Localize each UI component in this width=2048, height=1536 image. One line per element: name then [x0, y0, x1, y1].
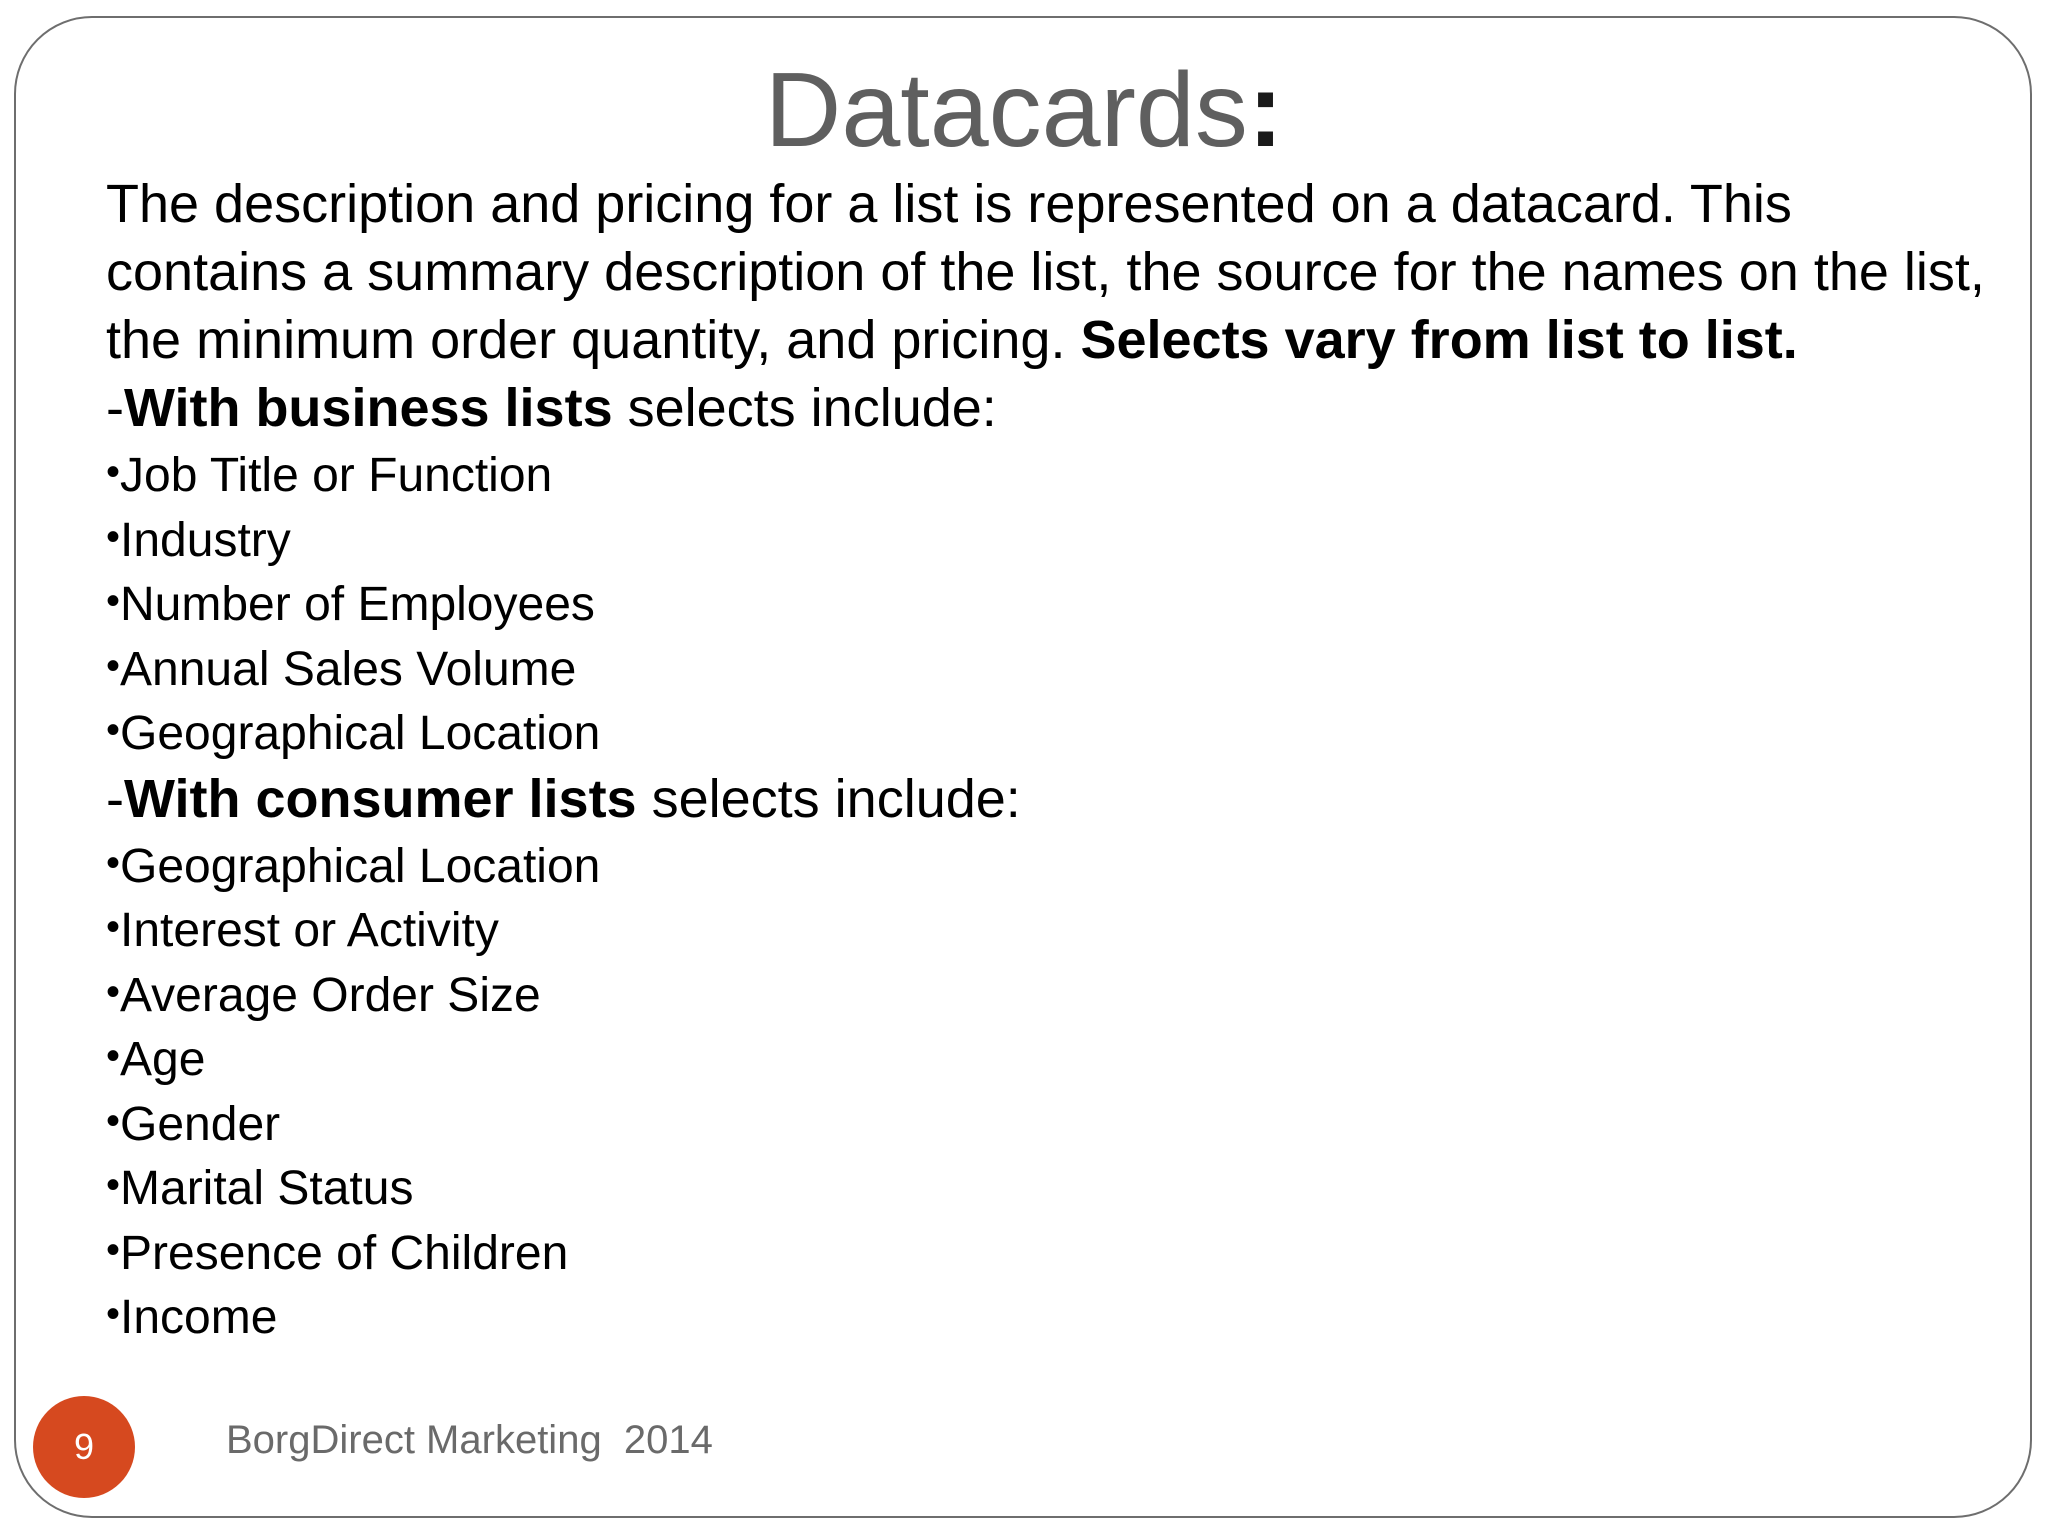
list-item	[106, 700, 2006, 765]
list-item-label: Income	[120, 1291, 278, 1344]
business-heading	[106, 374, 2006, 442]
list-item	[106, 1220, 2006, 1285]
business-heading-bold: With business lists	[123, 378, 613, 438]
list-item-label: Gender	[120, 1097, 281, 1151]
slide-content	[106, 170, 2006, 1349]
bullet-icon: •	[106, 1163, 121, 1207]
bullet-icon: •	[106, 579, 121, 623]
list-item-label: Interest or Activity	[120, 904, 499, 957]
slide-title	[0, 46, 2048, 174]
intro-paragraph	[106, 170, 2006, 374]
consumer-heading-bold: With consumer lists	[123, 768, 637, 829]
business-dash: -	[106, 378, 124, 438]
page-number-badge: 9	[33, 1396, 135, 1498]
bullet-icon: •	[106, 643, 121, 688]
footer-text: BorgDirect Marketing 2014	[226, 1418, 713, 1462]
bullet-icon: •	[106, 1098, 121, 1143]
list-item-label: Number of Employees	[120, 578, 595, 631]
list-item-label: Marital Status	[120, 1162, 414, 1215]
consumer-selects-list	[106, 833, 2006, 1349]
list-item-label: Average Order Size	[120, 968, 541, 1022]
list-item-label: Annual Sales Volume	[120, 642, 577, 696]
bullet-icon: •	[106, 450, 121, 494]
list-item-label: Age	[120, 1033, 206, 1086]
list-item	[106, 442, 2006, 507]
slide-title-text: Datacards	[764, 51, 1248, 169]
list-item-label: Geographical Location	[120, 707, 601, 760]
list-item	[106, 571, 2006, 636]
list-item-label: Industry	[120, 513, 291, 567]
business-selects-list	[106, 442, 2006, 765]
list-item-label: Job Title or Function	[120, 449, 553, 502]
bullet-icon: •	[106, 1034, 121, 1078]
bullet-icon: •	[106, 905, 121, 949]
intro-text: The description and pricing for a list is represented on a datacard. This contains a summary description of the list, the source for the names on the list, the minimum order quantity, and pricing.	[106, 174, 1985, 370]
list-item	[106, 636, 2006, 701]
bullet-icon: •	[106, 840, 121, 885]
bullet-icon: •	[106, 708, 121, 752]
consumer-dash: -	[106, 768, 124, 829]
list-item-label: Presence of Children	[120, 1226, 569, 1280]
bullet-icon: •	[106, 1227, 121, 1272]
bullet-icon: •	[106, 514, 121, 559]
list-item	[106, 507, 2006, 572]
list-item	[106, 1026, 2006, 1091]
list-item-label: Geographical Location	[120, 839, 601, 893]
bullet-icon: •	[106, 1292, 121, 1336]
intro-bold-text: Selects vary from list to list.	[1080, 310, 1798, 370]
list-item	[106, 897, 2006, 962]
bullet-icon: •	[106, 969, 121, 1014]
list-item	[106, 833, 2006, 898]
list-item	[106, 1091, 2006, 1156]
consumer-heading	[106, 765, 2006, 833]
list-item	[106, 1284, 2006, 1349]
list-item	[106, 1155, 2006, 1220]
business-heading-rest: selects include:	[612, 378, 997, 438]
consumer-heading-rest: selects include:	[636, 768, 1021, 829]
list-item	[106, 962, 2006, 1027]
slide-title-colon: :	[1247, 51, 1284, 169]
